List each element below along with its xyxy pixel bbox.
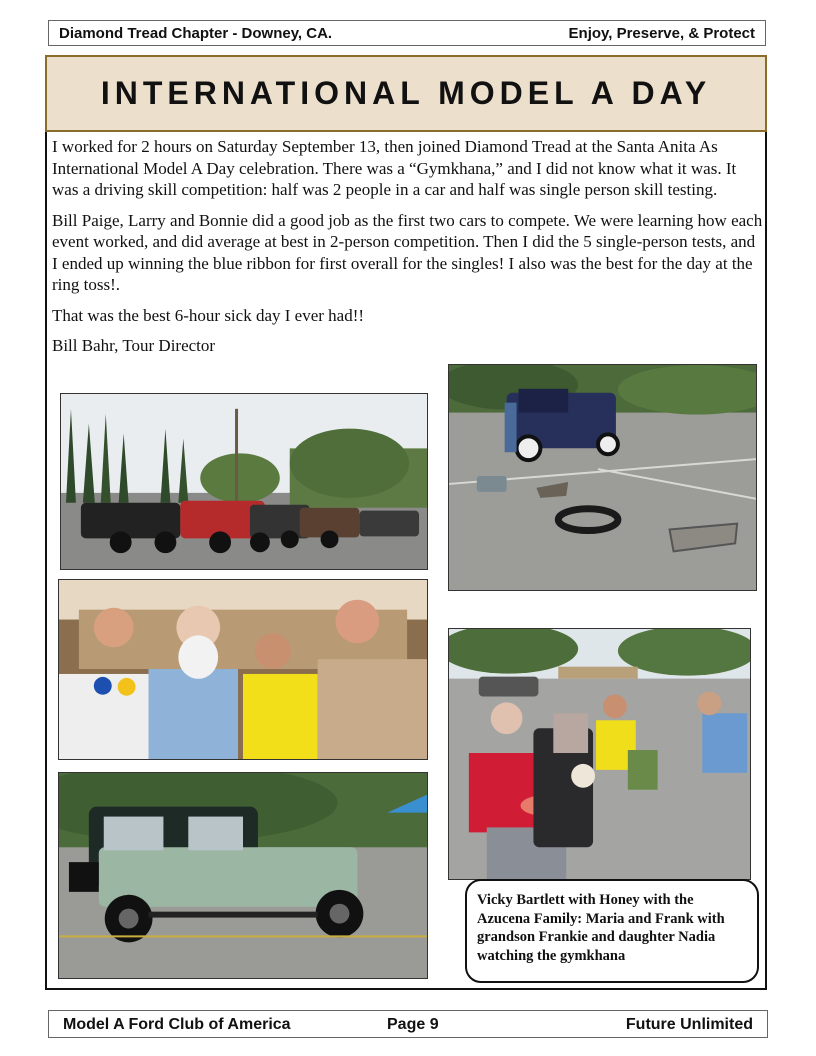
footer-page-number: Page 9 <box>387 1016 439 1033</box>
photo-cars-lineup <box>60 393 428 570</box>
article-body <box>52 136 764 366</box>
photo-caption: Vicky Bartlett with Honey with the Azucena Family: Maria and Frank with grandson Frankie and daughter Nadia watching the gymkhana <box>465 879 759 983</box>
photo-gymkhana-course <box>448 364 757 591</box>
article-paragraph-2: Bill Paige, Larry and Bonnie did a good job as the first two cars to compete. We were learning how each event worked, and did average at best in 2-person competition. Then I did the 5 single-person tests, and I ended up winning the blue ribbon for first overall for the singles! I also was the best for the day at the ring toss!. <box>52 210 763 294</box>
article-paragraph-3: That was the best 6-hour sick day I ever had!! <box>52 305 365 325</box>
photo-spectators <box>448 628 751 880</box>
photo-winners-group <box>58 579 428 760</box>
footer-club-name: Model A Ford Club of America <box>63 1016 291 1033</box>
photo-green-model-a <box>58 772 428 979</box>
article-title: INTERNATIONAL MODEL A DAY <box>45 55 767 132</box>
article-signature: Bill Bahr, Tour Director <box>52 336 216 355</box>
page-footer <box>48 1010 768 1038</box>
header-motto: Enjoy, Preserve, & Protect <box>568 24 755 42</box>
header-chapter: Diamond Tread Chapter - Downey, CA. <box>59 24 333 42</box>
footer-publication: Future Unlimited <box>625 1016 753 1033</box>
article-paragraph-1: I worked for 2 hours on Saturday September 13, then joined Diamond Tread at the Santa Anita As International Model A Day celebration. There was a “Gymkhana,” and I did not know what it was. It was a driving skill competition: half was 2 people in a car and half was single person skill testing. <box>52 137 737 199</box>
page-header <box>48 20 766 46</box>
